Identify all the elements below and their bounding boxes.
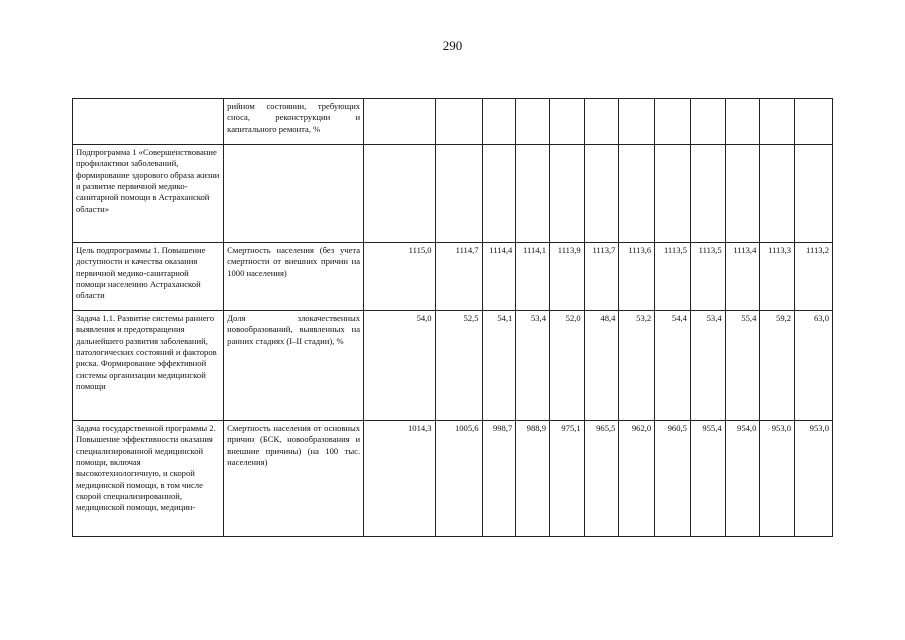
value-cell: 953,0 (795, 421, 833, 537)
value-cell (725, 99, 760, 145)
value-cell: 53,4 (516, 311, 550, 421)
value-cell (482, 99, 516, 145)
value-cell (655, 99, 691, 145)
value-cell: 1005,6 (435, 421, 482, 537)
value-cell (435, 145, 482, 243)
indicator-cell: Смертность населения (без учета смертности от внешних причин на 1000 населения) (224, 243, 364, 311)
value-cell: 1113,6 (619, 243, 655, 311)
value-cell: 54,1 (482, 311, 516, 421)
indicator-cell (224, 145, 364, 243)
value-cell (619, 99, 655, 145)
value-cell: 1113,9 (550, 243, 585, 311)
value-cell: 1114,1 (516, 243, 550, 311)
value-cell (584, 145, 619, 243)
value-cell: 59,2 (760, 311, 795, 421)
value-cell: 1114,4 (482, 243, 516, 311)
value-cell (795, 145, 833, 243)
value-cell: 52,5 (435, 311, 482, 421)
value-cell (760, 99, 795, 145)
value-cell: 1014,3 (364, 421, 436, 537)
value-cell: 53,2 (619, 311, 655, 421)
value-cell: 954,0 (725, 421, 760, 537)
value-cell: 53,4 (690, 311, 725, 421)
value-cell: 1113,5 (690, 243, 725, 311)
row-name-cell: Подпрограмма 1 «Совершенствование профилактики заболеваний, формирование здорового образа жизни и развитие первичной медико-санитарной помощи в Астраханской области» (73, 145, 224, 243)
value-cell (516, 145, 550, 243)
table-row (73, 145, 833, 243)
value-cell: 52,0 (550, 311, 585, 421)
value-cell: 998,7 (482, 421, 516, 537)
value-cell: 1113,7 (584, 243, 619, 311)
value-cell: 975,1 (550, 421, 585, 537)
value-cell: 965,5 (584, 421, 619, 537)
indicator-cell: рийном состоянии, требующих сноса, реконструкции и капитального ремонта, % (224, 99, 364, 145)
value-cell: 1115,0 (364, 243, 436, 311)
value-cell (690, 145, 725, 243)
page-number: 290 (442, 38, 463, 53)
value-cell (364, 145, 436, 243)
table-row (73, 421, 833, 537)
value-cell (655, 145, 691, 243)
value-cell: 48,4 (584, 311, 619, 421)
row-name-cell: Задача государственной программы 2. Повышение эффективности оказания специализированной медицинской помощи, включая высокотехнологичную, и скорой медицинской помощи, в том числе скорой специализированной, медицинской помощи, медицин- (73, 421, 224, 537)
table-row (73, 311, 833, 421)
value-cell: 955,4 (690, 421, 725, 537)
row-name-cell: Цель подпрограммы 1. Повышение доступности и качества оказания первичной медико-санитарной помощи населению Астраханской области (73, 243, 224, 311)
value-cell: 63,0 (795, 311, 833, 421)
table-row (73, 243, 833, 311)
value-cell (795, 99, 833, 145)
row-name-cell: Задача 1.1. Развитие системы раннего выявления и предотвращения дальнейшего развития заболеваний, патологических состояний и факторов риска. Формирование эффективной системы организации медицинской помощи (73, 311, 224, 421)
value-cell: 962,0 (619, 421, 655, 537)
value-cell (482, 145, 516, 243)
value-cell: 960,5 (655, 421, 691, 537)
value-cell: 1114,7 (435, 243, 482, 311)
value-cell (584, 99, 619, 145)
value-cell (364, 99, 436, 145)
value-cell (550, 99, 585, 145)
value-cell: 54,0 (364, 311, 436, 421)
value-cell (550, 145, 585, 243)
value-cell (725, 145, 760, 243)
value-cell: 953,0 (760, 421, 795, 537)
value-cell (619, 145, 655, 243)
value-cell (760, 145, 795, 243)
value-cell: 1113,2 (795, 243, 833, 311)
value-cell: 55,4 (725, 311, 760, 421)
value-cell: 1113,4 (725, 243, 760, 311)
value-cell: 54,4 (655, 311, 691, 421)
program-indicators-table (72, 98, 833, 537)
row-name-cell (73, 99, 224, 145)
value-cell (435, 99, 482, 145)
value-cell: 1113,3 (760, 243, 795, 311)
indicator-cell: Смертность населения от основных причин (БСК, новообразования и внешние причины) (на 100 тыс. населения) (224, 421, 364, 537)
value-cell (516, 99, 550, 145)
value-cell: 1113,5 (655, 243, 691, 311)
value-cell (690, 99, 725, 145)
indicator-cell: Доля злокачественных новообразований, выявленных на ранних стадиях (I–II стадии), % (224, 311, 364, 421)
table-row (73, 99, 833, 145)
value-cell: 988,9 (516, 421, 550, 537)
